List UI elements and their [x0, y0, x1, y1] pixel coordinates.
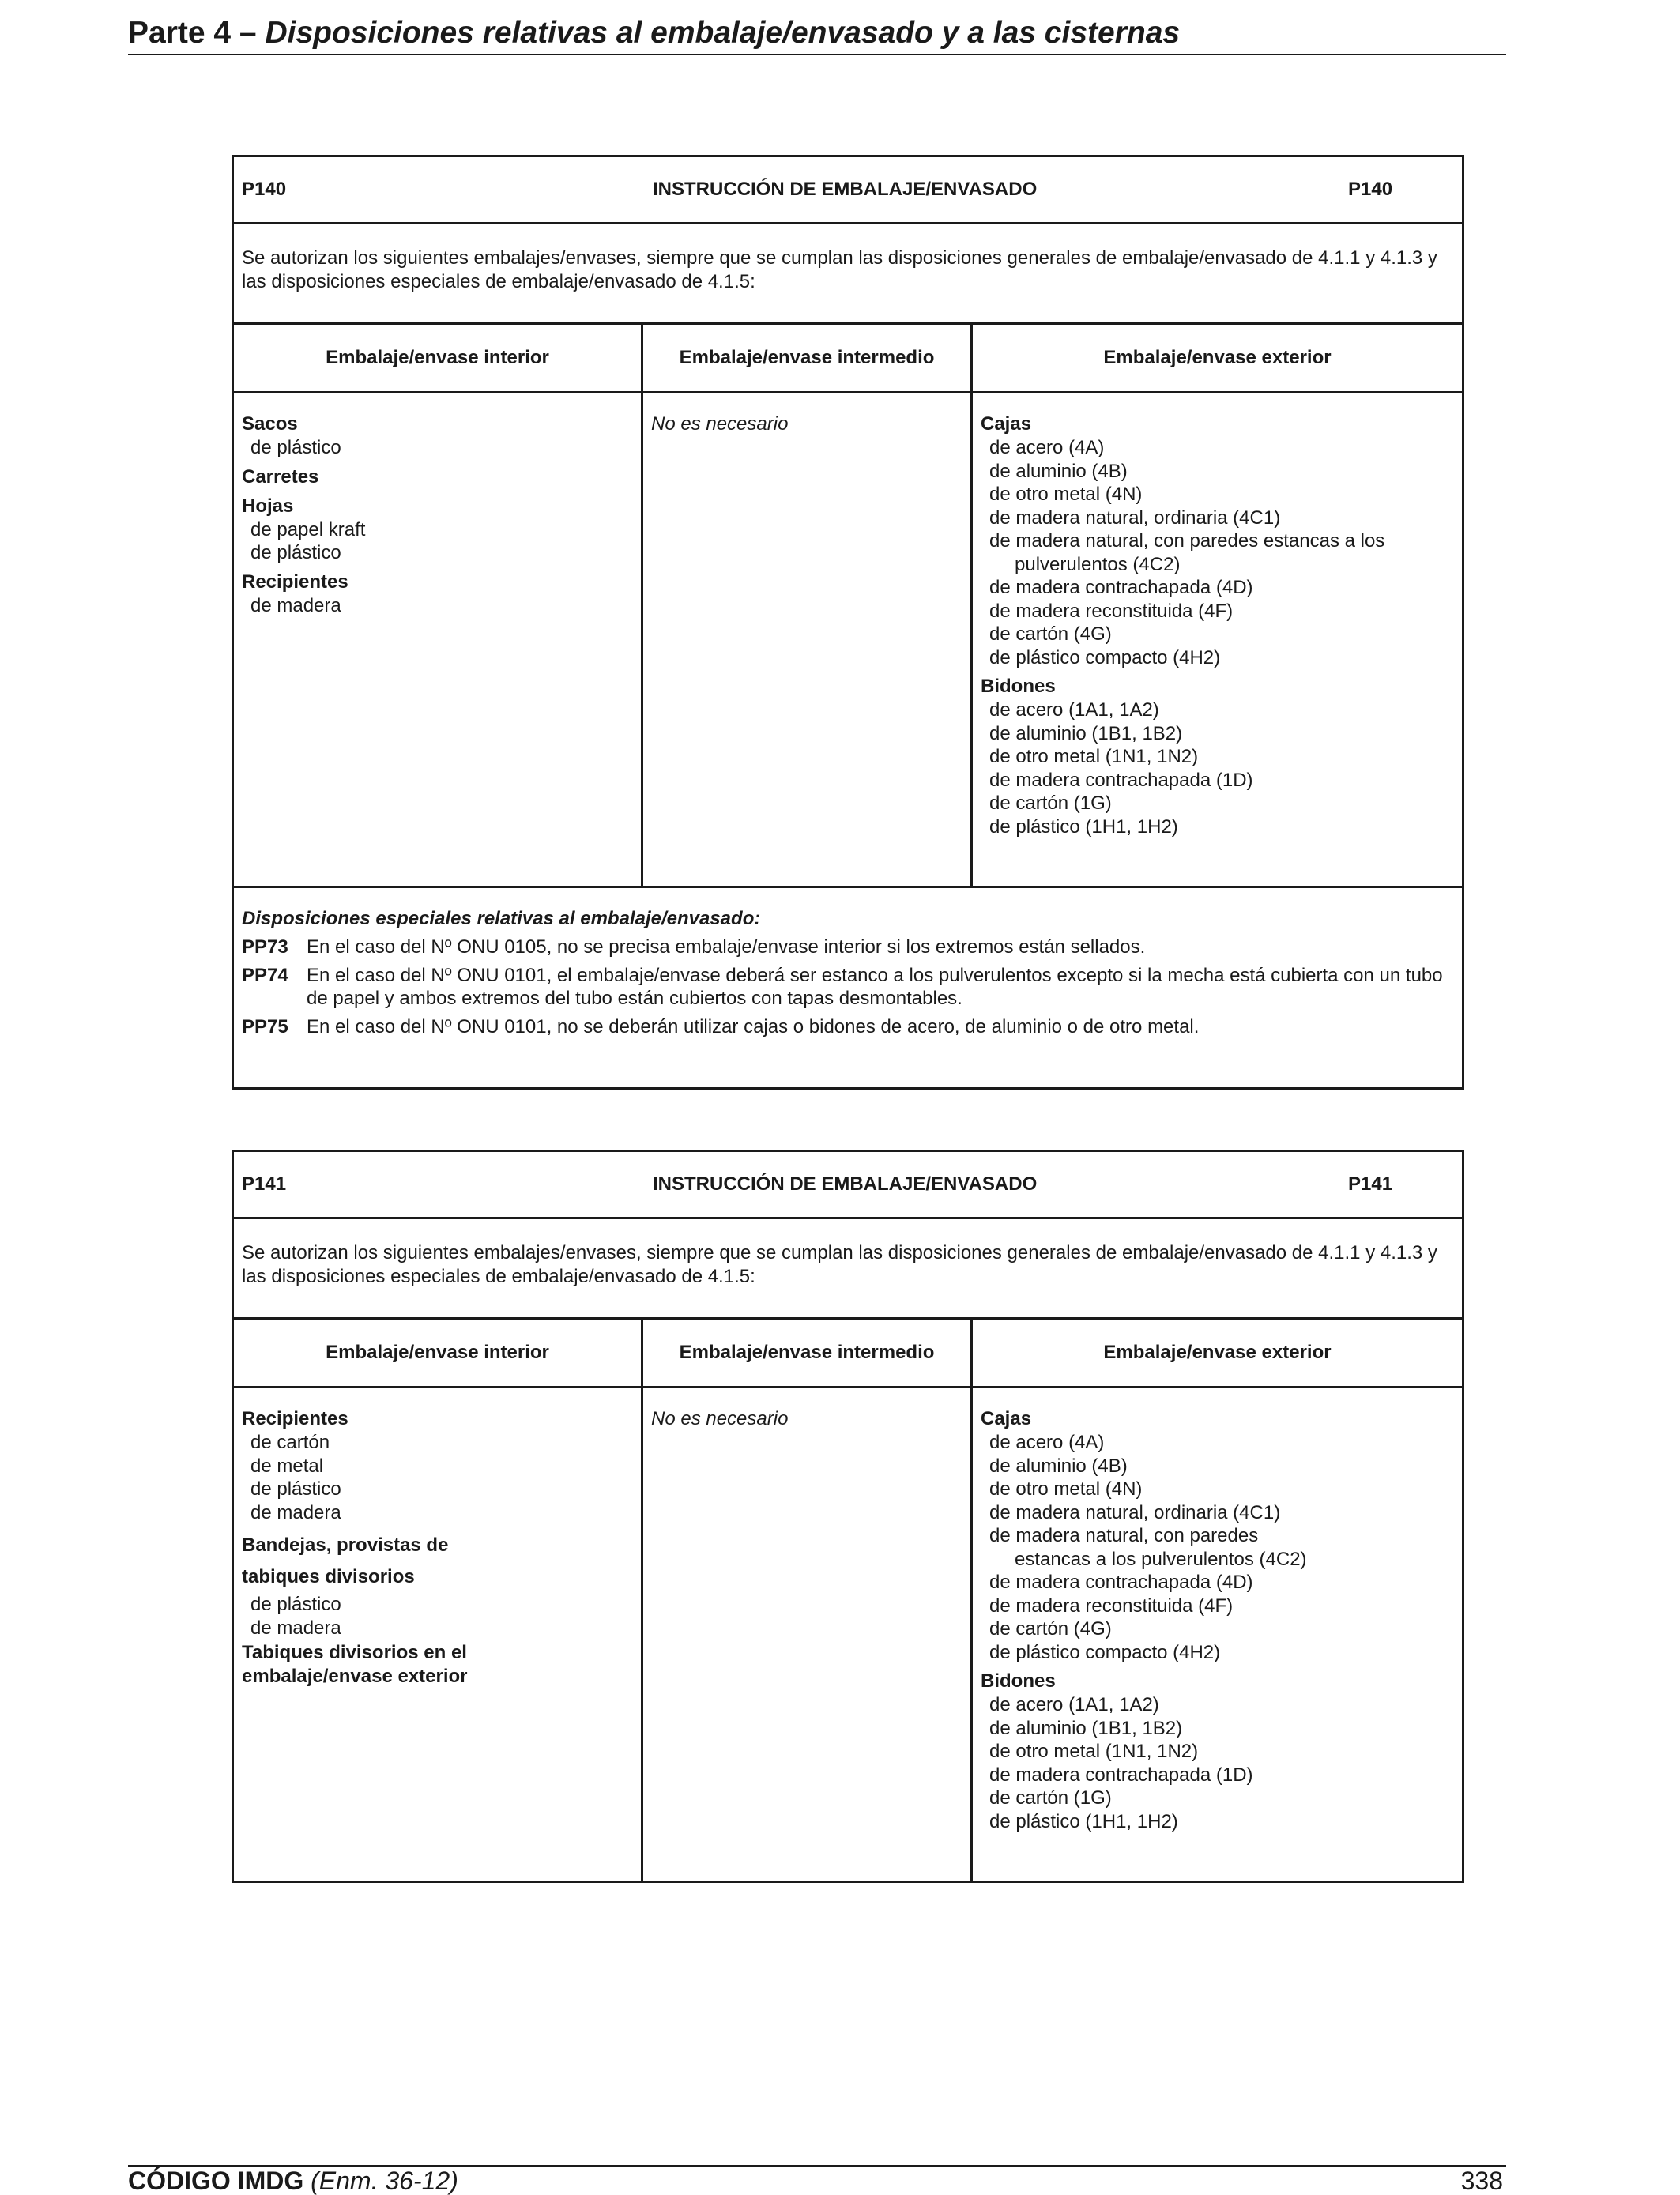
list-item: de cartón (1G)	[989, 1787, 1112, 1809]
list-item: de plástico	[250, 437, 341, 458]
special-provision-text: En el caso del Nº ONU 0101, no se deberán utilizar cajas o bidones de acero, de aluminio o de otro metal.	[307, 1015, 1200, 1037]
special-provision-text: En el caso del Nº ONU 0105, no se precisa embalaje/envase interior si los extremos están sellados.	[307, 936, 1146, 958]
list-item: de madera natural, con paredes	[989, 1525, 1259, 1546]
column-header-intermediate: Embalaje/envase intermedio	[643, 325, 973, 391]
list-item: de acero (4A)	[989, 1432, 1105, 1453]
outer-packaging-list	[973, 1388, 1462, 1881]
column-header-inner: Embalaje/envase interior	[234, 325, 643, 391]
footer-code: CÓDIGO IMDG	[128, 2167, 304, 2195]
list-item: de aluminio (1B1, 1B2)	[989, 722, 1183, 744]
instruction-intro: Se autorizan los siguientes embalajes/envases, siempre que se cumplan las disposiciones generales de embalaje/envasado de 4.1.1 y 4.1.3 y las disposiciones especiales de embalaje/envasado de 4.1.5:	[234, 224, 1462, 325]
special-provision-code: PP74	[242, 964, 288, 986]
list-item-continuation	[981, 1548, 1454, 1572]
list-item: de cartón (1G)	[989, 793, 1112, 814]
list-item-continuation-text: estancas a los pulverulentos (4C2)	[1015, 1548, 1307, 1570]
instruction-header-row	[234, 157, 1462, 224]
instruction-header-row	[234, 1152, 1462, 1219]
inner-packaging-list	[234, 1388, 643, 1881]
header-prefix: Parte 4 –	[128, 16, 266, 50]
instruction-code-right: P141	[1348, 1173, 1393, 1195]
list-group-head: Bidones	[981, 1670, 1056, 1692]
footer-amendment: (Enm. 36-12)	[311, 2167, 458, 2195]
list-item: de otro metal (1N1, 1N2)	[989, 746, 1199, 767]
special-provision-text: En el caso del Nº ONU 0101, el embalaje/envase deberá ser estanco a los pulverulentos excepto si la mecha está cubierta con un tubo de papel y ambos extremos del tubo están cubiertos con tapas desmontables.	[307, 964, 1443, 1009]
list-group-head: Carretes	[242, 465, 319, 488]
special-provision-row	[242, 1015, 1454, 1039]
special-provision-row	[242, 964, 1454, 1011]
list-item: de aluminio (4B)	[989, 1455, 1128, 1477]
list-item: de madera contrachapada (4D)	[989, 577, 1253, 598]
special-provision-code: PP73	[242, 936, 288, 958]
list-item: de otro metal (4N)	[989, 1478, 1143, 1500]
list-item: de plástico compacto (4H2)	[989, 1641, 1221, 1663]
packing-instruction-p141	[232, 1150, 1464, 1883]
special-provisions	[234, 886, 1462, 1087]
list-item: de otro metal (4N)	[989, 484, 1143, 505]
special-provisions-title: Disposiciones especiales relativas al embalaje/envasado:	[242, 908, 761, 929]
header-subtitle: Disposiciones relativas al embalaje/envasado y a las cisternas	[265, 16, 1181, 50]
list-item: de madera natural, ordinaria (4C1)	[989, 506, 1281, 529]
page-number: 338	[1460, 2167, 1503, 2195]
intermediate-packaging	[643, 393, 973, 886]
list-item: de madera reconstituida (4F)	[989, 600, 1234, 622]
list-item: de madera natural, con paredes estancas a los	[989, 530, 1385, 552]
not-required-note: No es necesario	[651, 413, 789, 435]
intermediate-packaging	[643, 1388, 973, 1881]
list-item: de acero (1A1, 1A2)	[989, 1694, 1159, 1715]
packing-instruction-p140	[232, 155, 1464, 1090]
inner-packaging-list	[234, 393, 643, 886]
list-item: de cartón (4G)	[989, 1618, 1112, 1640]
list-item: de plástico	[250, 1594, 341, 1615]
list-group-head: Tabiques divisorios en el embalaje/envase exterior	[242, 1642, 468, 1687]
column-header-intermediate: Embalaje/envase intermedio	[643, 1320, 973, 1386]
list-item: de plástico (1H1, 1H2)	[989, 815, 1178, 838]
list-item: de madera contrachapada (4D)	[989, 1572, 1253, 1593]
list-item: de madera contrachapada (1D)	[989, 769, 1253, 791]
list-item: de aluminio (1B1, 1B2)	[989, 1717, 1183, 1739]
list-group-head: Bidones	[981, 676, 1056, 697]
column-bodies	[234, 393, 1462, 886]
list-group-head: Cajas	[981, 1408, 1032, 1429]
instruction-title: INSTRUCCIÓN DE EMBALAJE/ENVASADO	[653, 179, 1038, 200]
list-item: de papel kraft	[250, 518, 366, 540]
instruction-title: INSTRUCCIÓN DE EMBALAJE/ENVASADO	[653, 1173, 1038, 1195]
list-group-head: Bandejas, provistas de tabiques divisorios	[242, 1534, 449, 1587]
list-item: de cartón (4G)	[989, 623, 1112, 645]
list-group-head: Sacos	[242, 413, 298, 435]
column-headers	[234, 325, 1462, 393]
special-provision-row	[242, 936, 1454, 959]
list-item: de metal	[250, 1455, 324, 1477]
outer-packaging-list	[973, 393, 1462, 886]
list-item: de otro metal (1N1, 1N2)	[989, 1741, 1199, 1762]
list-group-head: Hojas	[242, 495, 294, 517]
list-item: de cartón	[250, 1432, 330, 1453]
page-header	[128, 11, 1506, 55]
column-header-inner: Embalaje/envase interior	[234, 1320, 643, 1386]
column-headers	[234, 1320, 1462, 1388]
instruction-intro: Se autorizan los siguientes embalajes/envases, siempre que se cumplan las disposiciones generales de embalaje/envasado de 4.1.1 y 4.1.3 y las disposiciones especiales de embalaje/envasado de 4.1.5:	[234, 1219, 1462, 1320]
instruction-code-right: P140	[1348, 179, 1393, 200]
list-item: de plástico (1H1, 1H2)	[989, 1810, 1178, 1832]
list-item: de madera	[250, 594, 341, 616]
list-item-continuation	[981, 553, 1454, 577]
list-item: de acero (1A1, 1A2)	[989, 699, 1159, 721]
list-item: de plástico	[250, 542, 341, 563]
list-item: de madera natural, ordinaria (4C1)	[989, 1501, 1281, 1523]
list-group-head: Recipientes	[242, 570, 348, 593]
column-header-outer: Embalaje/envase exterior	[1103, 1342, 1332, 1363]
list-item: de aluminio (4B)	[989, 460, 1128, 482]
column-header-outer: Embalaje/envase exterior	[1103, 347, 1332, 368]
list-group-head: Recipientes	[242, 1408, 348, 1429]
special-provision-code: PP75	[242, 1015, 288, 1037]
list-item: de madera	[250, 1501, 341, 1523]
list-item: de plástico	[250, 1478, 341, 1500]
list-item: de madera contrachapada (1D)	[989, 1764, 1253, 1786]
column-bodies	[234, 1388, 1462, 1881]
list-item: de plástico compacto (4H2)	[989, 646, 1221, 668]
list-item: de acero (4A)	[989, 437, 1105, 458]
instruction-code-left: P141	[242, 1173, 287, 1195]
not-required-note: No es necesario	[651, 1408, 789, 1429]
instruction-code-left: P140	[242, 179, 287, 200]
page-footer	[128, 2165, 1506, 2193]
list-group-head: Cajas	[981, 413, 1032, 435]
list-item: de madera	[250, 1617, 341, 1639]
list-item-continuation-text: pulverulentos (4C2)	[1015, 553, 1181, 575]
list-item: de madera reconstituida (4F)	[989, 1594, 1234, 1617]
